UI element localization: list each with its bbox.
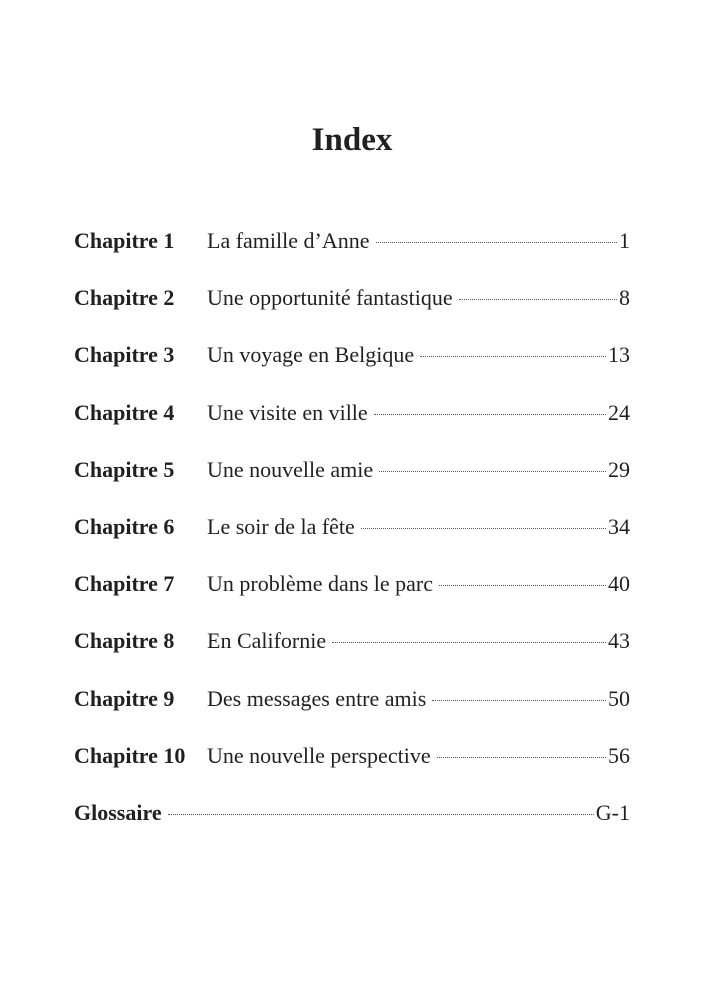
chapter-label: Chapitre 9 [74,685,175,711]
dot-leader [437,757,606,758]
page-number: G-1 [595,799,630,825]
toc-entry[interactable] [74,628,630,685]
dot-leader [376,242,618,243]
page-number: 13 [608,342,630,368]
chapter-title: Une opportunité fantastique [207,285,453,311]
chapter-title: En Californie [207,628,327,654]
chapter-title: Une nouvelle amie [207,456,374,482]
toc-entry[interactable] [74,686,630,743]
chapter-title: Le soir de la fête [207,513,355,539]
page-number: 40 [608,571,630,597]
toc-entry-glossary[interactable] [74,800,630,857]
chapter-label: Chapitre 7 [74,571,175,597]
page-number: 34 [608,513,630,539]
toc-entry[interactable] [74,228,630,285]
toc-entry[interactable] [74,457,630,514]
dot-leader [379,471,606,472]
chapter-label: Chapitre 8 [74,628,175,654]
chapter-label: Chapitre 1 [74,228,175,253]
chapter-title: Un voyage en Belgique [207,342,415,368]
dot-leader [168,814,594,815]
chapter-label: Chapitre 3 [74,342,175,368]
dot-leader [439,585,606,586]
glossary-label: Glossaire [74,799,162,825]
dot-leader [432,700,606,701]
page-number: 8 [619,285,630,311]
page-title: Index [311,122,393,158]
chapter-title: Un problème dans le parc [207,571,434,597]
dot-leader [420,356,606,357]
dot-leader [374,414,606,415]
page-number: 24 [608,399,630,425]
table-of-contents [74,228,630,857]
page-number: 1 [619,228,630,253]
toc-entry[interactable] [74,342,630,399]
toc-entry[interactable] [74,571,630,628]
chapter-label: Chapitre 6 [74,513,175,539]
page-number: 29 [608,456,630,482]
page-number: 50 [608,685,630,711]
dot-leader [332,642,606,643]
chapter-title: Des messages entre amis [207,685,427,711]
dot-leader [361,528,606,529]
page-number: 43 [608,628,630,654]
chapter-title: Une nouvelle perspective [207,742,431,768]
toc-entry[interactable] [74,400,630,457]
chapter-label: Chapitre 2 [74,285,175,311]
chapter-label: Chapitre 4 [74,399,175,425]
toc-entry[interactable] [74,285,630,342]
toc-entry[interactable] [74,743,630,800]
toc-entry[interactable] [74,514,630,571]
chapter-label: Chapitre 5 [74,456,175,482]
dot-leader [459,299,617,300]
page-number: 56 [608,742,630,768]
chapter-title: Une visite en ville [207,399,368,425]
chapter-title: La famille d’Anne [207,228,370,253]
chapter-label: Chapitre 10 [74,742,186,768]
